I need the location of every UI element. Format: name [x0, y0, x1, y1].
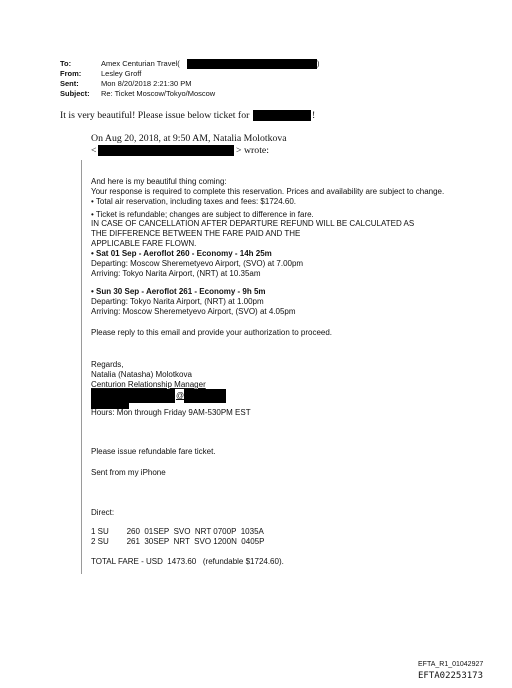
issue-request: Please issue refundable fare ticket.: [91, 447, 216, 456]
itinerary-row: 2 SU 261 30SEP NRT SVO 1200N 0405P: [91, 537, 265, 546]
from-value: Lesley Groff: [101, 69, 142, 78]
response-text: Your response is required to complete this reservation. Prices and availability are subject to change.: [91, 187, 445, 196]
cancel-text-1: IN CASE OF CANCELLATION AFTER DEPARTURE REFUND WILL BE CALCULATED AS: [91, 219, 415, 228]
bullet-total: • Total air reservation, including taxes and fees: $1724.60.: [91, 197, 297, 206]
itinerary-row: 1 SU 260 01SEP SVO NRT 0700P 1035A: [91, 527, 264, 536]
reply-tail: !: [312, 110, 316, 121]
sent-value: Mon 8/20/2018 2:21:30 PM: [101, 79, 192, 88]
flight2-departing: Departing: Tokyo Narita Airport, (NRT) at 1.00pm: [91, 297, 264, 306]
email-at-sign: @: [176, 391, 185, 400]
regards-text: Regards,: [91, 360, 124, 369]
subject-label: Subject:: [60, 89, 90, 98]
quote-header-lt: <: [91, 145, 97, 156]
redaction-box: [187, 59, 317, 69]
cancel-text-3: APPLICABLE FARE FLOWN.: [91, 239, 197, 248]
redaction-box: [184, 389, 226, 403]
redaction-box: [253, 110, 311, 121]
sent-from-iphone: Sent from my iPhone: [91, 468, 166, 477]
office-hours: Hours: Mon through Friday 9AM-530PM EST: [91, 408, 251, 417]
signer-name: Natalia (Natasha) Molotkova: [91, 370, 192, 379]
bullet-refundable: • Ticket is refundable; changes are subject to difference in fare.: [91, 210, 314, 219]
flight1-title: • Sat 01 Sep - Aeroflot 260 - Economy - 14h 25m: [91, 249, 272, 258]
flight1-arriving: Arriving: Tokyo Narita Airport, (NRT) at 10.35am: [91, 269, 261, 278]
total-fare: TOTAL FARE - USD 1473.60 (refundable $1724.60).: [91, 557, 284, 566]
subject-value: Re: Ticket Moscow/Tokyo/Moscow: [101, 89, 216, 98]
intro-text: And here is my beautiful thing coming:: [91, 177, 227, 186]
reply-request: Please reply to this email and provide your authorization to proceed.: [91, 328, 333, 337]
cancel-text-2: THE DIFFERENCE BETWEEN THE FARE PAID AND THE: [91, 229, 301, 238]
reply-line: It is very beautiful! Please issue below ticket for: [60, 110, 250, 121]
footer-ref-1: EFTA_R1_01042927: [418, 661, 484, 668]
sent-label: Sent:: [60, 79, 79, 88]
redaction-box: [98, 145, 234, 156]
flight2-arriving: Arriving: Moscow Sheremetyevo Airport, (SVO) at 4.05pm: [91, 307, 296, 316]
to-value: Amex Centurian Travel(: [101, 59, 180, 68]
direct-label: Direct:: [91, 508, 115, 517]
quote-border: [81, 160, 82, 574]
from-label: From:: [60, 69, 82, 78]
signer-title: Centurion Relationship Manager: [91, 380, 206, 389]
to-label: To:: [60, 59, 72, 68]
quote-header-wrote: > wrote:: [236, 145, 270, 156]
footer-ref-2: EFTA02253173: [418, 671, 484, 681]
flight2-title: • Sun 30 Sep - Aeroflot 261 - Economy - 9h 5m: [91, 287, 266, 296]
flight1-departing: Departing: Moscow Sheremetyevo Airport, (SVO) at 7.00pm: [91, 259, 304, 268]
to-suffix: ): [317, 59, 320, 68]
quote-header-line1: On Aug 20, 2018, at 9:50 AM, Natalia Molotkova: [91, 133, 287, 144]
